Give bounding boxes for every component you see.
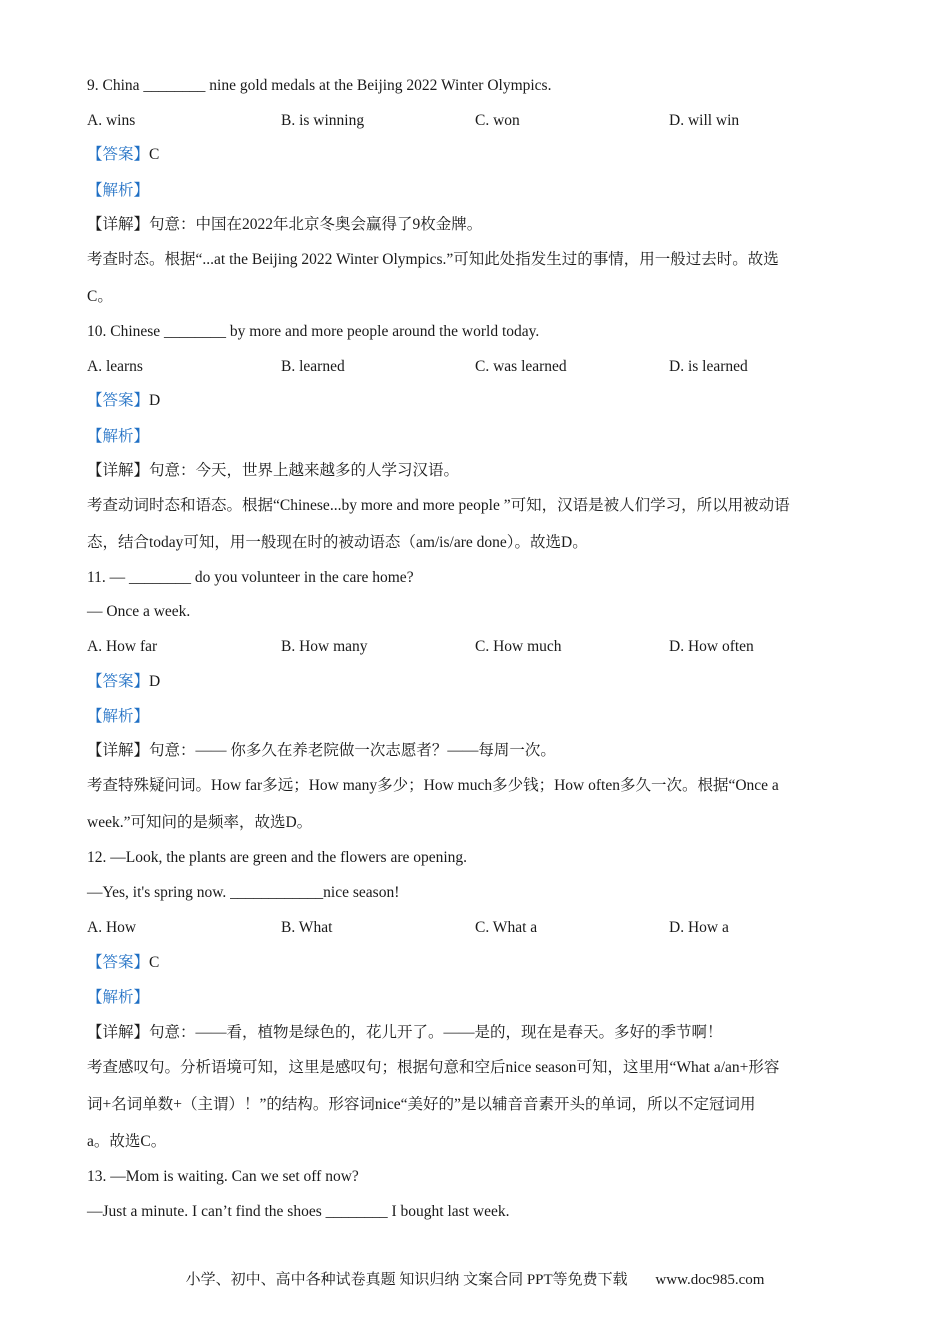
question-13-stem-reply: —Just a minute. I can’t find the shoes ________ I bought last week. xyxy=(87,1203,510,1220)
detail-text: 句意：—— 你多久在养老院做一次志愿者？——每周一次。 xyxy=(149,742,556,759)
question-12-answer xyxy=(87,953,159,973)
question-12-detail xyxy=(87,1023,723,1043)
question-10-explanation-line-1: 考查动词时态和语态。根据“Chinese...by more and more people ”可知，汉语是被人们学习，所以用被动语 xyxy=(87,497,790,514)
detail-tag: 【详解】 xyxy=(87,462,150,479)
question-10-detail xyxy=(87,461,459,481)
question-10-analysis-tag: 【解析】 xyxy=(87,428,150,445)
answer-tag: 【答案】 xyxy=(87,954,150,971)
question-11-option-d: D. How often xyxy=(669,638,754,655)
detail-tag: 【详解】 xyxy=(87,1024,150,1041)
question-12-option-a: A. How xyxy=(87,919,137,936)
question-9-option-b: B. is winning xyxy=(281,112,365,129)
question-12-explanation-line-2: 词+名词单数+（主谓）！”的结构。形容词nice“美好的”是以辅音音素开头的单词，所以不定冠词用 xyxy=(87,1096,756,1113)
question-12-option-b: B. What xyxy=(281,919,333,936)
answer-value: C xyxy=(149,954,160,971)
answer-value: C xyxy=(149,146,160,163)
answer-tag: 【答案】 xyxy=(87,673,150,690)
answer-value: D xyxy=(149,392,161,409)
answer-value: D xyxy=(149,673,161,690)
question-11-stem-reply: — Once a week. xyxy=(87,603,191,620)
question-11-option-b: B. How many xyxy=(281,638,368,655)
question-11-explanation-line-1: 考查特殊疑问词。How far多远；How many多少；How much多少钱；How often多久一次。根据“Once a xyxy=(87,777,779,794)
question-10-stem: 10. Chinese ________ by more and more people around the world today. xyxy=(87,323,540,340)
answer-tag: 【答案】 xyxy=(87,392,150,409)
question-11-option-a: A. How far xyxy=(87,638,158,655)
question-10-option-b: B. learned xyxy=(281,358,345,375)
question-9-explanation-line-1: 考查时态。根据“...at the Beijing 2022 Winter Olympics.”可知此处指发生过的事情，用一般过去时。故选 xyxy=(87,251,779,268)
question-10-answer xyxy=(87,391,160,411)
question-11-option-c: C. How much xyxy=(475,638,562,655)
question-11-answer xyxy=(87,672,160,692)
question-10-option-d: D. is learned xyxy=(669,358,748,375)
question-11-explanation-line-2: week.”可知问的是频率，故选D。 xyxy=(87,814,313,831)
question-9-option-d: D. will win xyxy=(669,112,740,129)
question-10-explanation-line-2: 态，结合today可知，用一般现在时的被动语态（am/is/are done）。故选D。 xyxy=(87,534,588,551)
question-10-option-c: C. was learned xyxy=(475,358,567,375)
question-12-stem-reply: —Yes, it's spring now. ____________nice season! xyxy=(87,884,400,901)
answer-tag: 【答案】 xyxy=(87,146,150,163)
detail-tag: 【详解】 xyxy=(87,742,150,759)
question-11-analysis-tag: 【解析】 xyxy=(87,708,150,725)
question-12-option-d: D. How a xyxy=(669,919,729,936)
question-9-option-c: C. won xyxy=(475,112,520,129)
footer-text: 小学、初中、高中各种试卷真题 知识归纳 文案合同 PPT等免费下载 xyxy=(185,1272,628,1288)
question-12-stem: 12. —Look, the plants are green and the flowers are opening. xyxy=(87,849,468,866)
question-12-explanation-line-3: a。故选C。 xyxy=(87,1133,167,1150)
question-9-explanation-line-2: C。 xyxy=(87,288,113,305)
footer-url[interactable]: www.doc985.com xyxy=(655,1272,765,1288)
question-11-stem: 11. — ________ do you volunteer in the care home? xyxy=(87,569,414,586)
question-9-analysis-tag: 【解析】 xyxy=(87,182,150,199)
question-12-analysis-tag: 【解析】 xyxy=(87,989,150,1006)
detail-text: 句意：今天，世界上越来越多的人学习汉语。 xyxy=(149,462,460,479)
question-11-detail xyxy=(87,741,556,761)
page-footer xyxy=(0,1270,950,1290)
question-12-option-c: C. What a xyxy=(475,919,538,936)
question-9-detail xyxy=(87,215,482,235)
question-13-stem: 13. —Mom is waiting. Can we set off now? xyxy=(87,1168,359,1185)
detail-tag: 【详解】 xyxy=(87,216,150,233)
question-9-stem: 9. China ________ nine gold medals at the Beijing 2022 Winter Olympics. xyxy=(87,77,552,94)
question-12-explanation-line-1: 考查感叹句。分析语境可知，这里是感叹句；根据句意和空后nice season可知，这里用“What a/an+形容 xyxy=(87,1059,780,1076)
detail-text: 句意：——看，植物是绿色的，花儿开了。——是的，现在是春天。多好的季节啊！ xyxy=(149,1024,723,1041)
question-9-answer xyxy=(87,145,159,165)
detail-text: 句意：中国在2022年北京冬奥会赢得了9枚金牌。 xyxy=(149,216,483,233)
question-9-option-a: A. wins xyxy=(87,112,136,129)
question-10-option-a: A. learns xyxy=(87,358,143,375)
